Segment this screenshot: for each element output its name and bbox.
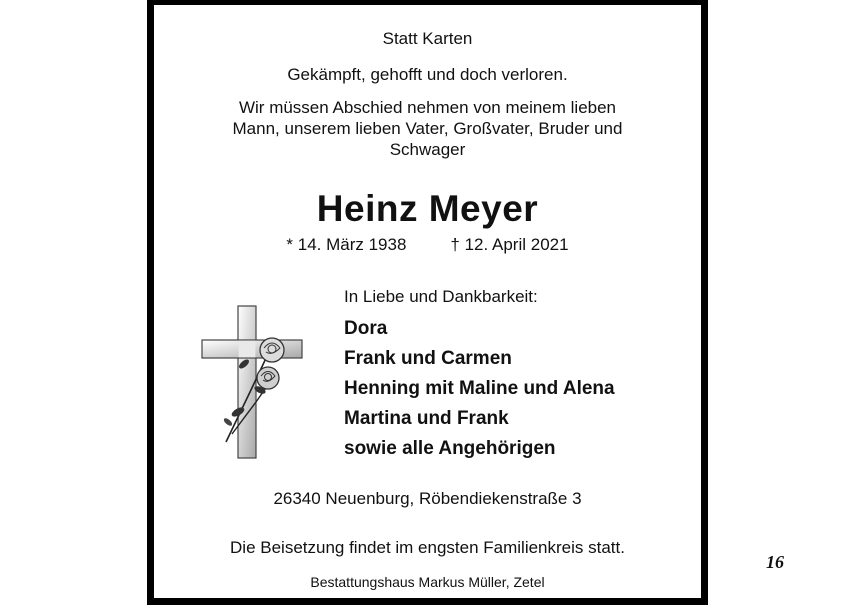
mourners-block xyxy=(344,287,615,464)
intro-text xyxy=(154,97,701,160)
intro-line: Schwager xyxy=(389,140,466,159)
mourners-label: In Liebe und Dankbarkeit: xyxy=(344,287,538,306)
mourner: Henning mit Maline und Alena xyxy=(344,378,615,399)
life-dates xyxy=(154,235,701,255)
birth-date: * 14. März 1938 xyxy=(286,235,407,254)
mourner: Frank und Carmen xyxy=(344,348,512,369)
obituary-notice xyxy=(147,0,708,605)
mourner: sowie alle Angehörigen xyxy=(344,438,556,459)
cross-with-roses-icon xyxy=(198,302,308,462)
page-number: 16 xyxy=(766,552,784,572)
address: 26340 Neuenburg, Röbendiekenstraße 3 xyxy=(273,489,582,508)
mourner: Martina und Frank xyxy=(344,408,509,429)
mourner: Dora xyxy=(344,318,388,339)
deceased-name: Heinz Meyer xyxy=(316,188,539,229)
funeral-note: Die Beisetzung findet im engsten Familienkreis statt. xyxy=(230,538,625,557)
undertaker: Bestattungshaus Markus Müller, Zetel xyxy=(310,574,545,590)
death-date: † 12. April 2021 xyxy=(450,235,569,254)
motto: Gekämpft, gehofft und doch verloren. xyxy=(287,65,568,84)
intro-line: Wir müssen Abschied nehmen von meinem lieben xyxy=(238,98,617,117)
intro-line: Mann, unserem lieben Vater, Großvater, Bruder und xyxy=(232,119,623,138)
heading: Statt Karten xyxy=(382,29,473,48)
